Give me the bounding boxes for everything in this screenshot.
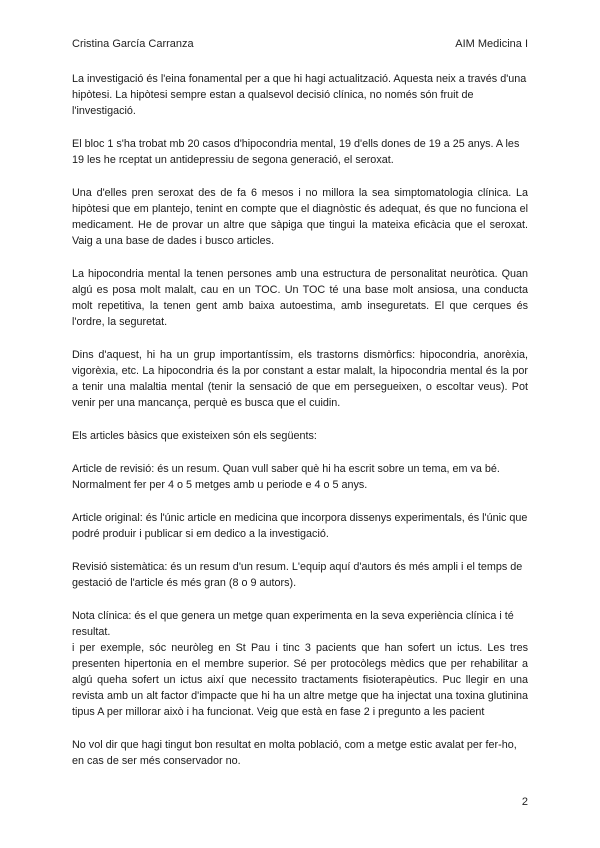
paragraph-revisio-sistematica: Revisió sistemàtica: és un resum d'un resum. L'equip aquí d'autors és més ampli i el temps de gestació de l'article és més gran (8 o 9 autors). [72,561,523,589]
paragraph-hipocondria: La hipocondria mental la tenen persones amb una estructura de personalitat neuròtica. Quan algú es posa molt malalt, cau en un TOC. Un TOC té una base molt ansiosa, una conducta molt repetitiva, la tenen gent amb baixa autoestima, amb inseguretats. El que cerques és l'ordre, la seguretat. [72,268,528,328]
paragraph-nota-clinica: Nota clínica: és el que genera un metge quan experimenta en la seva experiència clínica i té resultat. [72,610,514,638]
paragraph-trastorns: Dins d'aquest, hi ha un grup importantíssim, els trastorns dismòrfics: hipocondria, anorèxia, vigorèxia, etc. La hipocondria és la por constant a estar malalt, la hipocondria mental és la por a tenir una malaltia mental (tenir la sensació de que em persegueixen, o escoltar veus). Pot venir per una mancança, perquè es busca que el cuidin. [72,349,528,409]
paragraph-conclusio: No vol dir que hagi tingut bon resultat en molta població, com a metge estic avalat per fer-ho, en cas de ser més conservador no. [72,739,517,767]
paragraph-article-revisio: Article de revisió: és un resum. Quan vull saber què hi ha escrit sobre un tema, em va bé. Normalment fer per 4 o 5 metges amb u periode e 4 o 5 anys. [72,463,500,491]
paragraph-bloc1: El bloc 1 s'ha trobat mb 20 casos d'hipocondria mental, 19 d'ells dones de 19 a 25 anys. A les 19 les he rceptat un antidepressiu de segona generació, el seroxat. [72,138,520,166]
paragraph-seroxat: Una d'elles pren seroxat des de fa 6 mesos i no millora la sea simptomatologia clínica. La hipòtesi que em plantejo, tenint en compte que el diagnòstic és adequat, és que no funciona el medicament. He de provar un altre que sàpiga que tingui la mateixa eficàcia que el seroxat. Vaig a una base de dades i busco articles. [72,187,528,247]
page-header [72,38,528,50]
paragraph-intro: La investigació és l'eina fonamental per a que hi hagi actualització. Aquesta neix a través d'una hipòtesi. La hipòtesi sempre estan a qualsevol decisió clínica, no només són fruit de l'investigació. [72,73,527,117]
page-number: 2 [521,796,528,808]
author-name: Cristina García Carranza [72,38,194,50]
paragraph-article-original: Article original: és l'únic article en medicina que incorpora dissenys experimentals, és l'únic que podré produir i publicar si em dedico a la investigació. [72,512,528,540]
paragraph-articles-intro: Els articles bàsics que existeixen són els següents: [72,430,317,442]
paragraph-exemple: i per exemple, sóc neuròleg en St Pau i tinc 3 pacients que han sofert un ictus. Les tres presenten hipertonia en el membre superior. Sé per protocòlegs mèdics que per rehabilitar a algú queha sofert un ictus així que necessito tractaments fisioterapèutics. Puc llegir en una revista amb un alt factor d'impacte que hi ha un altre metge que ha injectat una toxina glutinina tipus A per millorar això i ha funcionat. Veig que està en fase 2 i pregunto a les pacient [72,642,528,718]
document-body [72,71,528,786]
course-name: AIM Medicina I [455,38,528,50]
